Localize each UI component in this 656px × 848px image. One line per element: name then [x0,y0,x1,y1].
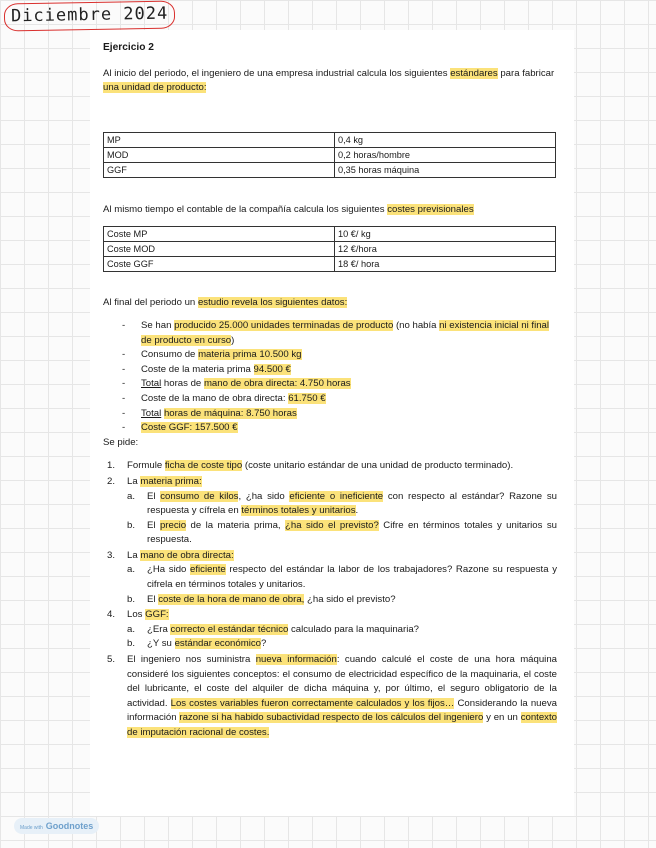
table-cell: 10 €/ kg [335,227,556,242]
question-item: 2. La materia prima: a. El consumo de kilos, ¿ha sido eficiente o ineficiente con respecto al estándar? Razone su respuesta y cífrela en términos totales y unitarios. b. El precio de la materia prima, ¿ha sido el previsto? Cifre en términos totales y unitarios su respuesta. [103,475,557,548]
highlight: precio [159,519,187,531]
table-cell: Coste MP [104,227,335,242]
highlight: mano de obra directa: 4.750 horas [203,378,351,390]
standards-table [103,132,556,178]
se-pide-label: Se pide: [103,436,139,448]
sub-question-letter: a. [127,490,136,502]
table-cell: Coste MOD [104,242,335,257]
handwritten-date-note: Diciembre 2024 [4,1,176,32]
highlight: estándar económico [174,638,261,650]
highlight: contexto de imputación racional de costes. [127,712,557,738]
highlight: nueva información [255,654,337,666]
table-cell: MP [104,132,335,147]
highlight: Coste GGF: 157.500 € [141,422,238,434]
questions-list [103,459,557,740]
highlight: consumo de kilos [160,490,239,502]
question-item: 5. El ingeniero nos suministra nueva información: cuando calculé el coste de una hora máquina consideré los siguientes conceptos: el consumo de electricidad específico de la maquinaria, el coste del lubricante, el coste del alquiler de dicha máquina y, por último, el seguro obligatorio de la actividad. Los costes variables fueron correctamente calculados y los fijos… Considerando la nueva información razone si ha habido subactividad respecto de los cálculos del ingeniero y en un contexto de imputación racional de costes. [107,654,557,738]
highlight: eficiente o ineficiente [289,490,384,502]
highlight: 61.750 € [288,392,326,404]
highlight: Los costes variables fueron correctamente calculados y los fijos… [170,697,455,709]
sub-questions [127,623,557,652]
highlight: ni existencia inicial ni final de producto en curso [141,319,550,346]
table-cell: Coste GGF [104,257,335,272]
sub-question-item: b. El coste de la hora de mano de obra, ¿ha sido el previsto? [127,593,557,608]
highlight: costes previsionales [387,203,474,215]
highlight: 94.500 € [253,363,291,375]
table-cell: 0,35 horas máquina [335,162,556,177]
table-row [104,242,556,257]
list-item: - Coste de la materia prima 94.500 € [103,363,557,378]
sub-question-letter: b. [127,638,136,650]
list-item: - Se han producido 25.000 unidades terminadas de producto (no había ni existencia inicial ni final de producto en curso) [103,319,557,348]
list-item: - Total horas de mano de obra directa: 4.750 horas [103,377,557,392]
sub-question-letter: a. [127,623,136,635]
highlight: estándares [450,67,498,79]
table-cell: 18 €/ hora [335,257,556,272]
goodnotes-badge [14,818,99,834]
highlight: estudio revela los siguientes datos: [197,297,348,309]
highlight: correcto el estándar técnico [170,623,289,635]
question-number: 2. [107,475,116,487]
question-item: 4. Los GGF: a. ¿Era correcto el estándar técnico calculado para la maquinaria? b. ¿Y su estándar económico? [103,608,557,652]
highlight: una unidad de producto: [103,82,207,94]
highlight: materia prima 10.500 kg [198,349,302,361]
sub-question-letter: b. [127,519,136,531]
badge-made-with: Made with [20,825,43,831]
sub-questions [127,563,557,607]
sub-question-letter: b. [127,593,136,605]
list-item [103,421,557,436]
sub-question-item: a. ¿Ha sido eficiente respecto del estándar la labor de los trabajadores? Razone su respuesta y cifrela en términos totales y unitarios. [127,564,558,591]
table-cell: GGF [104,162,335,177]
facts-list [103,319,557,436]
sub-questions [127,490,557,548]
highlight: ficha de coste tipo [164,460,243,472]
exercise-title: Ejercicio 2 [103,42,154,53]
highlight: ¿ha sido el previsto? [285,519,379,531]
table-cell: 0,2 horas/hombre [335,147,556,162]
question-number: 5. [107,654,116,666]
table-cell: 0,4 kg [335,132,556,147]
highlight: GGF: [145,609,169,621]
highlight: materia prima: [140,475,202,487]
sub-question-item: a. ¿Era correcto el estándar técnico calculado para la maquinaria? [127,623,557,638]
table-cell: MOD [104,147,335,162]
list-item: - Consumo de materia prima 10.500 kg [103,348,557,363]
highlight: razone si ha habido subactividad respecto de los cálculos del ingeniero [179,712,484,724]
end-intro-paragraph: Al final del periodo un estudio revela los siguientes datos: [103,297,348,309]
exercise-content [103,38,557,742]
list-item: - Total horas de máquina: 8.750 horas [103,407,557,422]
highlight: términos totales y unitarios [241,505,356,517]
document-page [90,30,574,816]
sub-question-item: b. ¿Y su estándar económico? [127,637,557,652]
question-number: 3. [107,549,116,561]
badge-brand: Goodnotes [45,821,94,831]
highlight: mano de obra directa: [140,549,234,561]
table-cell: 12 €/hora [335,242,556,257]
question-item: 3. La mano de obra directa: a. ¿Ha sido eficiente respecto del estándar la labor de los trabajadores? Razone su respuesta y cifrela en términos totales y unitarios. b. El coste de la hora de mano de obra, ¿ha sido el previsto? [103,549,557,607]
sub-question-item: b. El precio de la materia prima, ¿ha sido el previsto? Cifre en términos totales y unitarios su respuesta. [127,519,557,546]
table-row [104,132,556,147]
table-row [104,147,556,162]
table-row [104,227,556,242]
table-row [104,162,556,177]
cost-intro-paragraph: Al mismo tiempo el contable de la compañía calcula los siguientes costes previsionales [103,203,474,215]
list-item: - Coste de la mano de obra directa: 61.750 € [103,392,557,407]
sub-question-item: a. El consumo de kilos, ¿ha sido eficiente o ineficiente con respecto al estándar? Razone su respuesta y cífrela en términos totales y unitarios. [127,490,557,517]
highlight: producido 25.000 unidades terminadas de producto [174,319,394,331]
question-number: 1. [107,460,116,472]
table-row [104,257,556,272]
highlight: eficiente [190,564,226,576]
question-item: 1. Formule ficha de coste tipo (coste unitario estándar de una unidad de producto terminado). [103,459,557,474]
cost-table [103,226,556,272]
highlight: horas de máquina: 8.750 horas [163,407,297,419]
intro-paragraph: Al inicio del periodo, el ingeniero de una empresa industrial calcula los siguientes estándares para fabricar una unidad de producto: [103,67,555,94]
question-number: 4. [107,609,116,621]
highlight: coste de la hora de mano de obra, [158,593,305,605]
sub-question-letter: a. [127,564,136,576]
